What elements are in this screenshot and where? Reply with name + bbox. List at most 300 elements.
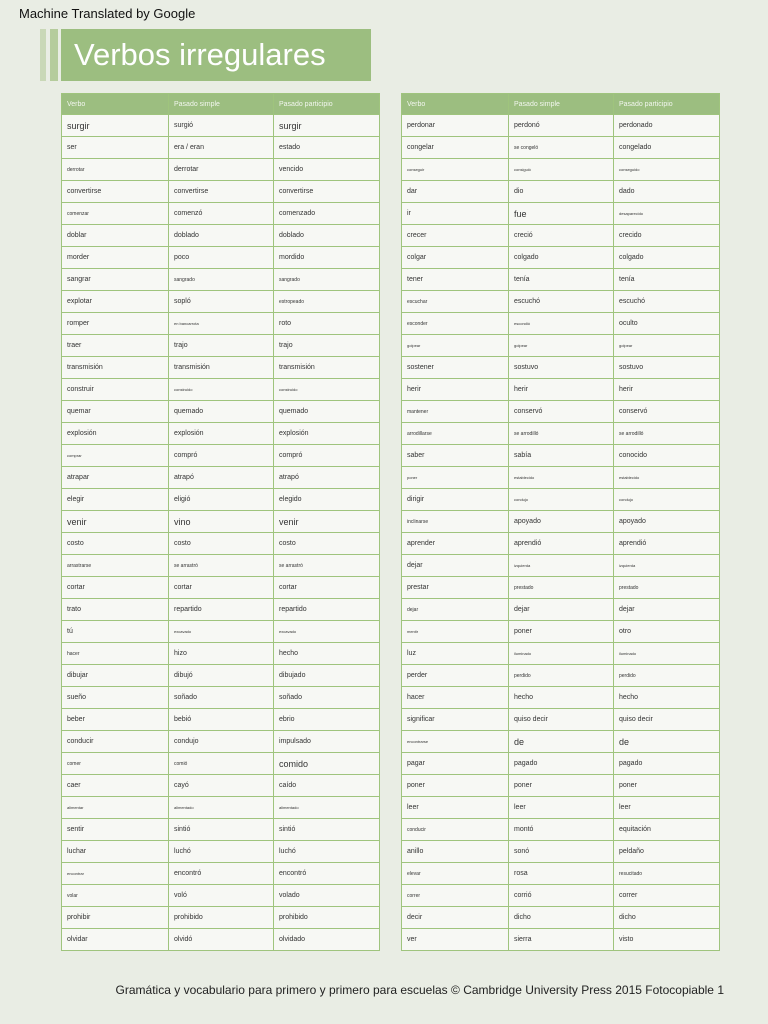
table-row bbox=[402, 269, 720, 291]
past-participle-cell: establecido bbox=[614, 467, 720, 489]
header-past-simple: Pasado simple bbox=[169, 94, 274, 115]
verb-cell: crecer bbox=[402, 225, 509, 247]
table-row bbox=[402, 401, 720, 423]
past-participle-cell: estropeado bbox=[274, 291, 380, 313]
past-participle-cell: luchó bbox=[274, 841, 380, 863]
past-participle-cell: conservó bbox=[614, 401, 720, 423]
past-simple-cell: quemado bbox=[169, 401, 274, 423]
table-row bbox=[402, 841, 720, 863]
title-decor-bar bbox=[40, 29, 46, 81]
past-simple-cell: luchó bbox=[169, 841, 274, 863]
table-row bbox=[62, 269, 380, 291]
table-row bbox=[402, 687, 720, 709]
verb-cell: leer bbox=[402, 797, 509, 819]
verb-cell: prestar bbox=[402, 577, 509, 599]
past-participle-cell: comenzado bbox=[274, 203, 380, 225]
table-row bbox=[402, 929, 720, 951]
verb-cell: perder bbox=[402, 665, 509, 687]
past-simple-cell: poner bbox=[509, 621, 614, 643]
table-row bbox=[402, 731, 720, 753]
past-simple-cell: izquierda bbox=[509, 555, 614, 577]
past-participle-cell: hecho bbox=[274, 643, 380, 665]
past-participle-cell: trajo bbox=[274, 335, 380, 357]
copyright-footer: Gramática y vocabulario para primero y primero para escuelas © Cambridge University Press 2015 Fotocopiable 1 bbox=[115, 983, 724, 997]
past-participle-cell: dibujado bbox=[274, 665, 380, 687]
past-simple-cell: hecho bbox=[509, 687, 614, 709]
table-row bbox=[62, 489, 380, 511]
past-simple-cell: trajo bbox=[169, 335, 274, 357]
past-participle-cell: prestado bbox=[614, 577, 720, 599]
verb-cell: quemar bbox=[62, 401, 169, 423]
verb-cell: dirigir bbox=[402, 489, 509, 511]
past-simple-cell: sangrado bbox=[169, 269, 274, 291]
table-row bbox=[62, 709, 380, 731]
past-simple-cell: de bbox=[509, 731, 614, 753]
past-simple-cell: fue bbox=[509, 203, 614, 225]
past-simple-cell: colgado bbox=[509, 247, 614, 269]
past-simple-cell: perdonó bbox=[509, 115, 614, 137]
table-row bbox=[62, 665, 380, 687]
past-participle-cell: olvidado bbox=[274, 929, 380, 951]
past-participle-cell: condujo bbox=[614, 489, 720, 511]
past-simple-cell: poco bbox=[169, 247, 274, 269]
table-row bbox=[402, 643, 720, 665]
past-participle-cell: doblado bbox=[274, 225, 380, 247]
verb-table-left bbox=[61, 93, 380, 951]
table-row bbox=[402, 137, 720, 159]
past-simple-cell: condujo bbox=[169, 731, 274, 753]
past-participle-cell: convertirse bbox=[274, 181, 380, 203]
verb-cell: morder bbox=[62, 247, 169, 269]
past-participle-cell: apoyado bbox=[614, 511, 720, 533]
verb-cell: convertirse bbox=[62, 181, 169, 203]
table-row bbox=[402, 225, 720, 247]
past-participle-cell: soñado bbox=[274, 687, 380, 709]
past-participle-cell: excavado bbox=[274, 621, 380, 643]
past-simple-cell: surgió bbox=[169, 115, 274, 137]
table-row bbox=[402, 775, 720, 797]
verb-cell: decir bbox=[402, 907, 509, 929]
table-row bbox=[402, 621, 720, 643]
past-simple-cell: consiguió bbox=[509, 159, 614, 181]
table-row bbox=[402, 445, 720, 467]
verb-cell: colgar bbox=[402, 247, 509, 269]
past-simple-cell: condujo bbox=[509, 489, 614, 511]
past-simple-cell: se congeló bbox=[509, 137, 614, 159]
past-participle-cell: equitación bbox=[614, 819, 720, 841]
past-participle-cell: volado bbox=[274, 885, 380, 907]
past-simple-cell: herir bbox=[509, 379, 614, 401]
verb-cell: golpear bbox=[402, 335, 509, 357]
past-participle-cell: mordido bbox=[274, 247, 380, 269]
verb-cell: esconder bbox=[402, 313, 509, 335]
past-participle-cell: tenía bbox=[614, 269, 720, 291]
past-participle-cell: repartido bbox=[274, 599, 380, 621]
past-participle-cell: congelado bbox=[614, 137, 720, 159]
verb-cell: olvidar bbox=[62, 929, 169, 951]
past-simple-cell: pagado bbox=[509, 753, 614, 775]
table-row bbox=[62, 863, 380, 885]
past-participle-cell: sangrado bbox=[274, 269, 380, 291]
past-participle-cell: conocido bbox=[614, 445, 720, 467]
verb-cell: sueño bbox=[62, 687, 169, 709]
table-row bbox=[402, 797, 720, 819]
past-participle-cell: desaparecido bbox=[614, 203, 720, 225]
past-simple-cell: aprendió bbox=[509, 533, 614, 555]
table-header-row bbox=[62, 94, 380, 115]
past-simple-cell: corrió bbox=[509, 885, 614, 907]
past-simple-cell: sabía bbox=[509, 445, 614, 467]
past-simple-cell: sostuvo bbox=[509, 357, 614, 379]
past-participle-cell: comido bbox=[274, 753, 380, 775]
past-simple-cell: hizo bbox=[169, 643, 274, 665]
past-participle-cell: izquierda bbox=[614, 555, 720, 577]
verb-cell: conducir bbox=[402, 819, 509, 841]
past-simple-cell: escuchó bbox=[509, 291, 614, 313]
table-row bbox=[402, 489, 720, 511]
verb-table-right-body bbox=[402, 115, 720, 951]
verb-cell: elevar bbox=[402, 863, 509, 885]
verb-cell: construir bbox=[62, 379, 169, 401]
past-participle-cell: dado bbox=[614, 181, 720, 203]
past-participle-cell: dicho bbox=[614, 907, 720, 929]
past-simple-cell: soñado bbox=[169, 687, 274, 709]
verb-cell: dejar bbox=[402, 555, 509, 577]
past-simple-cell: montó bbox=[509, 819, 614, 841]
past-participle-cell: compró bbox=[274, 445, 380, 467]
table-row bbox=[62, 335, 380, 357]
past-simple-cell: olvidó bbox=[169, 929, 274, 951]
table-header-row bbox=[402, 94, 720, 115]
table-row bbox=[402, 555, 720, 577]
table-row bbox=[62, 423, 380, 445]
past-simple-cell: atrapó bbox=[169, 467, 274, 489]
header-past-participle: Pasado participio bbox=[274, 94, 380, 115]
table-row bbox=[62, 621, 380, 643]
past-participle-cell: visto bbox=[614, 929, 720, 951]
header-verb: Verbo bbox=[402, 94, 509, 115]
table-row bbox=[62, 775, 380, 797]
table-row bbox=[402, 115, 720, 137]
past-participle-cell: poner bbox=[614, 775, 720, 797]
past-participle-cell: transmisión bbox=[274, 357, 380, 379]
past-simple-cell: eligió bbox=[169, 489, 274, 511]
past-simple-cell: prohibido bbox=[169, 907, 274, 929]
past-simple-cell: quiso decir bbox=[509, 709, 614, 731]
table-row bbox=[62, 555, 380, 577]
table-row bbox=[62, 203, 380, 225]
past-participle-cell: vencido bbox=[274, 159, 380, 181]
verb-cell: explotar bbox=[62, 291, 169, 313]
verb-cell: congelar bbox=[402, 137, 509, 159]
table-row bbox=[62, 841, 380, 863]
verb-cell: herir bbox=[402, 379, 509, 401]
past-participle-cell: iluminado bbox=[614, 643, 720, 665]
verb-cell: perdonar bbox=[402, 115, 509, 137]
verb-cell: conseguir bbox=[402, 159, 509, 181]
past-simple-cell: bebió bbox=[169, 709, 274, 731]
past-simple-cell: iluminado bbox=[509, 643, 614, 665]
verb-cell: beber bbox=[62, 709, 169, 731]
past-simple-cell: explosión bbox=[169, 423, 274, 445]
table-row bbox=[62, 643, 380, 665]
table-row bbox=[62, 159, 380, 181]
past-simple-cell: derrotar bbox=[169, 159, 274, 181]
verb-cell: arrastrarse bbox=[62, 555, 169, 577]
verb-cell: trato bbox=[62, 599, 169, 621]
past-simple-cell: perdido bbox=[509, 665, 614, 687]
table-row bbox=[62, 577, 380, 599]
verb-cell: pagar bbox=[402, 753, 509, 775]
verb-cell: doblar bbox=[62, 225, 169, 247]
table-row bbox=[62, 687, 380, 709]
verb-table-left-body bbox=[62, 115, 380, 951]
past-simple-cell: era / eran bbox=[169, 137, 274, 159]
past-participle-cell: perdonado bbox=[614, 115, 720, 137]
table-row bbox=[402, 247, 720, 269]
table-row bbox=[402, 533, 720, 555]
past-simple-cell: cayó bbox=[169, 775, 274, 797]
header-verb: Verbo bbox=[62, 94, 169, 115]
past-participle-cell: resucitado bbox=[614, 863, 720, 885]
past-simple-cell: dibujó bbox=[169, 665, 274, 687]
verb-cell: prohibir bbox=[62, 907, 169, 929]
table-row bbox=[402, 511, 720, 533]
past-participle-cell: se arrodilló bbox=[614, 423, 720, 445]
table-row bbox=[62, 401, 380, 423]
table-row bbox=[402, 379, 720, 401]
past-participle-cell: costo bbox=[274, 533, 380, 555]
past-participle-cell: perdido bbox=[614, 665, 720, 687]
table-row bbox=[402, 577, 720, 599]
past-simple-cell: establecido bbox=[509, 467, 614, 489]
verb-cell: hacer bbox=[402, 687, 509, 709]
past-participle-cell: se arrastró bbox=[274, 555, 380, 577]
verb-cell: significar bbox=[402, 709, 509, 731]
verb-cell: sangrar bbox=[62, 269, 169, 291]
verb-cell: traer bbox=[62, 335, 169, 357]
verb-cell: atrapar bbox=[62, 467, 169, 489]
table-row bbox=[62, 467, 380, 489]
past-participle-cell: atrapó bbox=[274, 467, 380, 489]
table-row bbox=[62, 731, 380, 753]
verb-cell: comprar bbox=[62, 445, 169, 467]
verb-cell: anillo bbox=[402, 841, 509, 863]
past-participle-cell: escuchó bbox=[614, 291, 720, 313]
past-participle-cell: correr bbox=[614, 885, 720, 907]
past-participle-cell: cortar bbox=[274, 577, 380, 599]
verb-cell: volar bbox=[62, 885, 169, 907]
verb-cell: mentir bbox=[402, 621, 509, 643]
past-simple-cell: comenzó bbox=[169, 203, 274, 225]
verb-cell: luz bbox=[402, 643, 509, 665]
table-row bbox=[402, 423, 720, 445]
verb-cell: costo bbox=[62, 533, 169, 555]
past-participle-cell: otro bbox=[614, 621, 720, 643]
table-row bbox=[402, 863, 720, 885]
past-simple-cell: poner bbox=[509, 775, 614, 797]
table-row bbox=[402, 599, 720, 621]
past-simple-cell: tenía bbox=[509, 269, 614, 291]
past-participle-cell: de bbox=[614, 731, 720, 753]
table-row bbox=[62, 907, 380, 929]
past-participle-cell: prohibido bbox=[274, 907, 380, 929]
title-decor-bar bbox=[50, 29, 58, 81]
past-participle-cell: sostuvo bbox=[614, 357, 720, 379]
table-row bbox=[62, 929, 380, 951]
past-participle-cell: hecho bbox=[614, 687, 720, 709]
verb-cell: derrotar bbox=[62, 159, 169, 181]
past-participle-cell: herir bbox=[614, 379, 720, 401]
past-participle-cell: elegido bbox=[274, 489, 380, 511]
past-simple-cell: costo bbox=[169, 533, 274, 555]
table-row bbox=[402, 181, 720, 203]
table-row bbox=[402, 753, 720, 775]
past-simple-cell: compró bbox=[169, 445, 274, 467]
title-block bbox=[40, 29, 371, 81]
verb-cell: inclinarse bbox=[402, 511, 509, 533]
verb-cell: escuchar bbox=[402, 291, 509, 313]
past-simple-cell: sierra bbox=[509, 929, 614, 951]
past-participle-cell: alimentado bbox=[274, 797, 380, 819]
table-row bbox=[62, 247, 380, 269]
verb-cell: ser bbox=[62, 137, 169, 159]
verb-cell: aprender bbox=[402, 533, 509, 555]
past-participle-cell: encontró bbox=[274, 863, 380, 885]
table-row bbox=[62, 291, 380, 313]
past-simple-cell: apoyado bbox=[509, 511, 614, 533]
table-row bbox=[62, 313, 380, 335]
table-row bbox=[62, 357, 380, 379]
table-row bbox=[62, 137, 380, 159]
table-row bbox=[62, 379, 380, 401]
past-participle-cell: caído bbox=[274, 775, 380, 797]
past-simple-cell: conservó bbox=[509, 401, 614, 423]
past-participle-cell: surgir bbox=[274, 115, 380, 137]
past-participle-cell: pagado bbox=[614, 753, 720, 775]
past-participle-cell: estado bbox=[274, 137, 380, 159]
verb-cell: conducir bbox=[62, 731, 169, 753]
table-row bbox=[402, 313, 720, 335]
verb-cell: poner bbox=[402, 467, 509, 489]
verb-cell: encontrar bbox=[62, 863, 169, 885]
past-simple-cell: leer bbox=[509, 797, 614, 819]
past-participle-cell: quemado bbox=[274, 401, 380, 423]
past-simple-cell: transmisión bbox=[169, 357, 274, 379]
header-past-simple: Pasado simple bbox=[509, 94, 614, 115]
verb-cell: arrodillarse bbox=[402, 423, 509, 445]
past-simple-cell: cortar bbox=[169, 577, 274, 599]
page-title: Verbos irregulares bbox=[61, 29, 371, 81]
verb-cell: venir bbox=[62, 511, 169, 533]
past-participle-cell: dejar bbox=[614, 599, 720, 621]
table-row bbox=[62, 445, 380, 467]
verb-cell: sentir bbox=[62, 819, 169, 841]
past-simple-cell: convertirse bbox=[169, 181, 274, 203]
past-simple-cell: sintió bbox=[169, 819, 274, 841]
past-simple-cell: sopló bbox=[169, 291, 274, 313]
verb-cell: encontrarse bbox=[402, 731, 509, 753]
past-simple-cell: sonó bbox=[509, 841, 614, 863]
table-row bbox=[402, 335, 720, 357]
table-row bbox=[62, 753, 380, 775]
table-row bbox=[402, 159, 720, 181]
table-row bbox=[402, 203, 720, 225]
past-participle-cell: golpear bbox=[614, 335, 720, 357]
verb-cell: correr bbox=[402, 885, 509, 907]
past-participle-cell: crecido bbox=[614, 225, 720, 247]
past-simple-cell: dicho bbox=[509, 907, 614, 929]
table-row bbox=[62, 533, 380, 555]
past-participle-cell: sintió bbox=[274, 819, 380, 841]
table-row bbox=[402, 665, 720, 687]
past-participle-cell: construido bbox=[274, 379, 380, 401]
table-row bbox=[62, 797, 380, 819]
verb-cell: ver bbox=[402, 929, 509, 951]
past-simple-cell: dejar bbox=[509, 599, 614, 621]
past-participle-cell: impulsado bbox=[274, 731, 380, 753]
past-participle-cell: venir bbox=[274, 511, 380, 533]
verb-cell: surgir bbox=[62, 115, 169, 137]
verb-cell: mantener bbox=[402, 401, 509, 423]
past-participle-cell: colgado bbox=[614, 247, 720, 269]
table-row bbox=[402, 907, 720, 929]
verb-cell: poner bbox=[402, 775, 509, 797]
past-simple-cell: voló bbox=[169, 885, 274, 907]
table-row bbox=[62, 819, 380, 841]
verb-cell: elegir bbox=[62, 489, 169, 511]
table-row bbox=[62, 599, 380, 621]
verb-cell: dibujar bbox=[62, 665, 169, 687]
verb-cell: caer bbox=[62, 775, 169, 797]
past-participle-cell: oculto bbox=[614, 313, 720, 335]
machine-translation-banner: Machine Translated by Google bbox=[19, 6, 196, 21]
past-simple-cell: vino bbox=[169, 511, 274, 533]
past-participle-cell: conseguido bbox=[614, 159, 720, 181]
past-simple-cell: dio bbox=[509, 181, 614, 203]
verb-cell: dejar bbox=[402, 599, 509, 621]
table-row bbox=[402, 819, 720, 841]
past-simple-cell: en bancarrota bbox=[169, 313, 274, 335]
past-participle-cell: ebrio bbox=[274, 709, 380, 731]
table-row bbox=[62, 511, 380, 533]
past-simple-cell: se arrastró bbox=[169, 555, 274, 577]
past-simple-cell: golpear bbox=[509, 335, 614, 357]
table-row bbox=[402, 467, 720, 489]
verb-cell: saber bbox=[402, 445, 509, 467]
verb-cell: luchar bbox=[62, 841, 169, 863]
past-participle-cell: explosión bbox=[274, 423, 380, 445]
table-row bbox=[402, 885, 720, 907]
table-row bbox=[62, 885, 380, 907]
verb-cell: sostener bbox=[402, 357, 509, 379]
verb-cell: comenzar bbox=[62, 203, 169, 225]
verb-cell: ir bbox=[402, 203, 509, 225]
verb-cell: dar bbox=[402, 181, 509, 203]
past-simple-cell: construido bbox=[169, 379, 274, 401]
table-row bbox=[62, 115, 380, 137]
table-row bbox=[62, 225, 380, 247]
past-simple-cell: comió bbox=[169, 753, 274, 775]
past-simple-cell: alimentado bbox=[169, 797, 274, 819]
past-simple-cell: repartido bbox=[169, 599, 274, 621]
verb-cell: hacer bbox=[62, 643, 169, 665]
header-past-participle: Pasado participio bbox=[614, 94, 720, 115]
verb-cell: romper bbox=[62, 313, 169, 335]
verb-cell: cortar bbox=[62, 577, 169, 599]
past-participle-cell: peldaño bbox=[614, 841, 720, 863]
past-simple-cell: rosa bbox=[509, 863, 614, 885]
